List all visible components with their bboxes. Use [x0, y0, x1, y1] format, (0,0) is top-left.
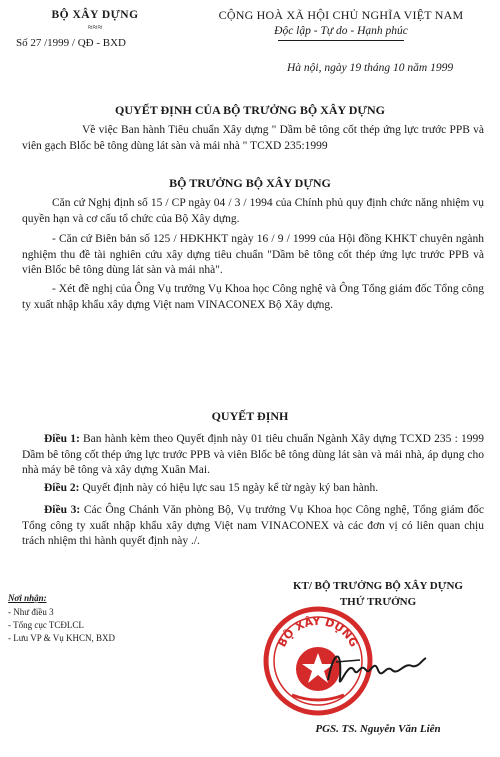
- ground-3: - Xét đề nghị của Ông Vụ trưởng Vụ Khoa học Công nghệ và Ông Tổng giám đốc Tổng công ty xuất nhập khẩu xây dựng Việt nam VINACONEX Bộ Xây dựng.: [22, 283, 484, 311]
- decision-heading: QUYẾT ĐỊNH: [211, 409, 289, 423]
- ministry-underline-mark: ≈≈≈: [87, 22, 103, 32]
- seal-text: BỘ XÂY DỰNG: [275, 614, 361, 650]
- ground-1: Căn cứ Nghị định số 15 / CP ngày 04 / 3 / 1994 của Chính phủ quy định chức năng nhiệm vụ quyền hạn và cơ cấu tổ chức của Bộ Xây dựng.: [22, 197, 484, 225]
- article-2-text: Quyết định này có hiệu lực sau 15 ngày kể từ ngày ký ban hành.: [82, 482, 379, 494]
- national-motto: Độc lập - Tự do - Hạnh phúc: [274, 25, 408, 37]
- issue-date: Hà nội, ngày 19 tháng 10 năm 1999: [287, 62, 454, 74]
- ground-2: - Căn cứ Biên bản số 125 / HĐKHKT ngày 16 / 9 / 1999 của Hội đồng KHKT chuyên ngành nghiệm thu đề tài nghiên cứu xây dựng tiêu chuẩn "Dầm bê tông cốt thép ứng lực trước PPB và viên Blốc bê tông dùng lát sàn và mái nhà".: [22, 233, 484, 276]
- article-3-label: Điều 3:: [44, 504, 81, 516]
- issuer-heading: BỘ TRƯỞNG BỘ XÂY DỰNG: [169, 176, 331, 190]
- article-2-label: Điều 2:: [44, 482, 80, 494]
- document-title: QUYẾT ĐỊNH CỦA BỘ TRƯỞNG BỘ XÂY DỰNG: [115, 103, 385, 117]
- ministry-name: BỘ XÂY DỰNG: [51, 9, 139, 21]
- article-1-text: Ban hành kèm theo Quyết định này 01 tiêu chuẩn Ngành Xây dựng TCXD 235 : 1999 Dầm bê tông cốt thép ứng lực trước PPB và viên Blốc bê tông dùng lát sàn và mái nhà, áp dụng cho nhà máy bê tông và xây dựng Xuân Mai.: [22, 433, 484, 476]
- signature-role: KT/ BỘ TRƯỞNG BỘ XÂY DỰNG: [292, 580, 463, 592]
- recipient-2: - Tổng cục TCĐLCL: [8, 620, 84, 630]
- article-3: [22, 503, 484, 550]
- handwritten-signature-icon: [320, 640, 430, 700]
- country-name: CỘNG HOÀ XÃ HỘI CHỦ NGHĨA VIỆT NAM: [218, 8, 464, 22]
- signature-title: THỨ TRƯỞNG: [339, 596, 417, 608]
- recipient-1: - Như điều 3: [8, 607, 54, 617]
- document-subject: Về việc Ban hành Tiêu chuẩn Xây dựng " Dầm bê tông cốt thép ứng lực trước PPB và viên gạch Blốc bê tông dùng lát sàn và mái nhà " TCXD 235:1999: [22, 124, 484, 152]
- document-number: Số 27 /1999 / QĐ - BXD: [16, 37, 127, 49]
- recipients-heading: Nơi nhận:: [8, 593, 47, 603]
- article-1-label: Điều 1:: [44, 433, 80, 445]
- motto-underline: [278, 40, 404, 41]
- signer-name: PGS. TS. Nguyễn Văn Liên: [315, 723, 441, 735]
- article-2: [22, 481, 484, 497]
- article-1: [22, 432, 484, 479]
- recipient-3: - Lưu VP & Vụ KHCN, BXD: [8, 633, 115, 643]
- article-3-text: Các Ông Chánh Văn phòng Bộ, Vụ trưởng Vụ Khoa học Công nghệ, Tổng giám đốc Tổng công ty xuất nhập khẩu xây dựng Việt nam VINACONEX và các đơn vị có liên quan chịu trách nhiệm thi hành quyết định này ./.: [22, 504, 484, 547]
